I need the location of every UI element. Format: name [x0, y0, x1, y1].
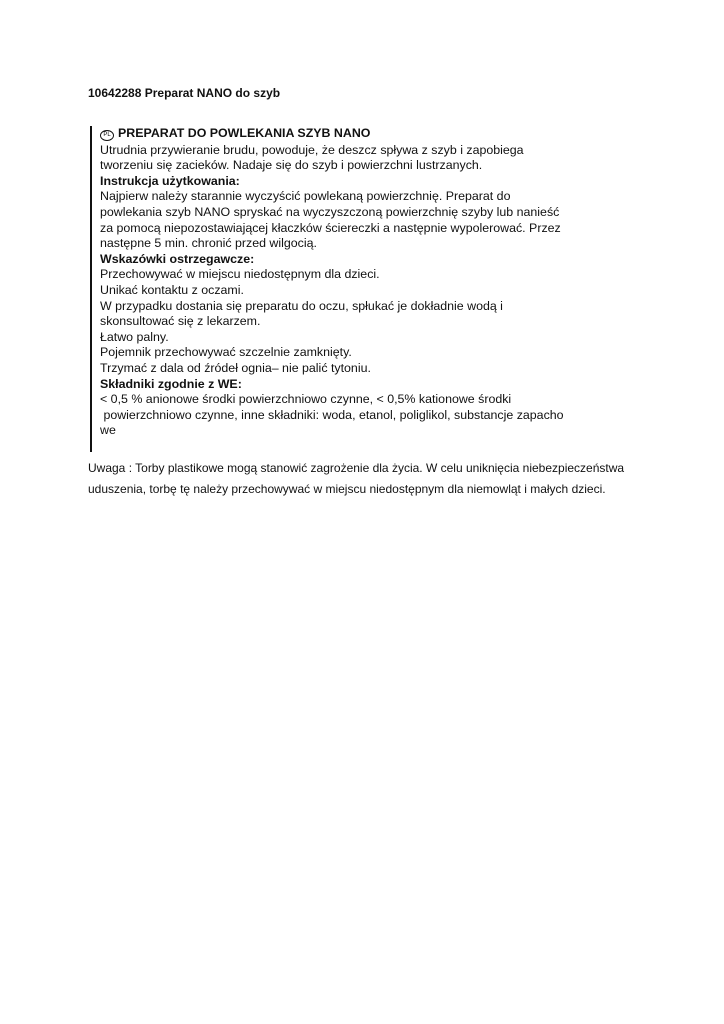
- usage-line: następne 5 min. chronić przed wilgocią.: [100, 236, 317, 251]
- note-line: Uwaga : Torby plastikowe mogą stanowić zagrożenie dla życia. W celu uniknięcia niebezpieczeństwa: [88, 461, 625, 475]
- warning-note: [88, 458, 648, 500]
- label-left-bar: [90, 126, 92, 452]
- warning-line: Trzymać z dala od źródeł ognia– nie palić tytoniu.: [100, 360, 371, 375]
- note-line: uduszenia, torbę tę należy przechowywać w miejscu niedostępnym dla niemowląt i małych dzieci.: [88, 482, 606, 496]
- warning-line: skonsultować się z lekarzem.: [100, 314, 261, 329]
- usage-line: za pomocą niepozostawiającej kłaczków ściereczki a następnie wypolerować. Przez: [100, 220, 561, 235]
- ingredients-line: < 0,5 % anionowe środki powierzchniowo czynne, < 0,5% kationowe środki: [100, 392, 512, 407]
- warning-line: Przechowywać w miejscu niedostępnym dla dzieci.: [100, 267, 380, 282]
- warnings-heading: Wskazówki ostrzegawcze:: [100, 251, 255, 266]
- usage-line: Najpierw należy starannie wyczyścić powlekaną powierzchnię. Preparat do: [100, 189, 511, 204]
- label-heading: PREPARAT DO POWLEKANIA SZYB NANO: [118, 126, 371, 140]
- usage-heading: Instrukcja użytkowania:: [100, 173, 240, 188]
- document-title: 10642288 Preparat NANO do szyb: [88, 86, 281, 100]
- product-label: [90, 126, 570, 454]
- usage-line: powlekania szyb NANO spryskać na wyczyszczoną powierzchnię szyby lub nanieść: [100, 204, 560, 219]
- ingredients-line: we: [100, 423, 116, 438]
- warning-line: Pojemnik przechowywać szczelnie zamknięty.: [100, 345, 352, 360]
- label-content: [100, 126, 570, 439]
- label-heading-row: [100, 126, 570, 142]
- intro-line: Utrudnia przywieranie brudu, powoduje, że deszcz spływa z szyb i zapobiega: [100, 142, 524, 157]
- warning-line: W przypadku dostania się preparatu do oczu, spłukać je dokładnie wodą i: [100, 298, 503, 313]
- ingredients-line: powierzchniowo czynne, inne składniki: woda, etanol, poliglikol, substancje zapacho: [100, 407, 564, 422]
- ingredients-heading: Składniki zgodnie z WE:: [100, 376, 242, 391]
- language-badge-icon: PL: [100, 130, 114, 141]
- warning-line: Łatwo palny.: [100, 329, 169, 344]
- intro-line: tworzeniu się zacieków. Nadaje się do szyb i powierzchni lustrzanych.: [100, 158, 483, 173]
- warning-line: Unikać kontaktu z oczami.: [100, 282, 244, 297]
